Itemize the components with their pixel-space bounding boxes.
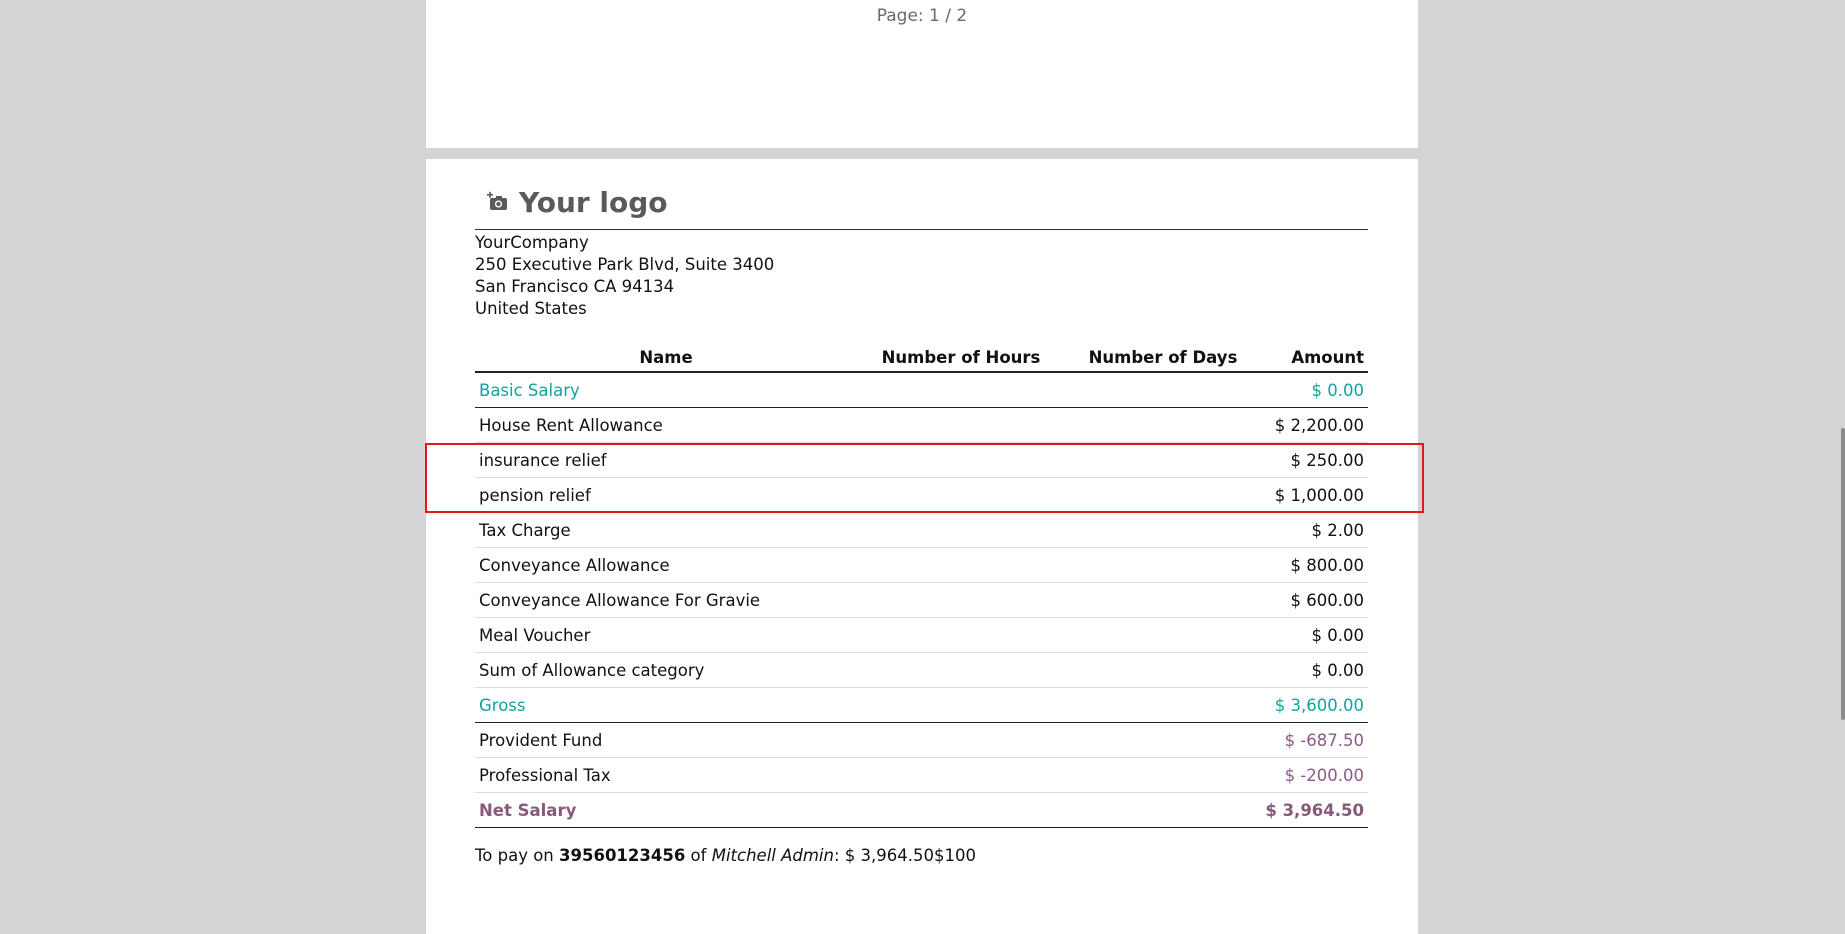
header-days: Number of Days: [1065, 344, 1261, 372]
row-name: Conveyance Allowance: [475, 548, 857, 583]
table-row-gross: [475, 688, 1368, 723]
row-amount: $ -687.50: [1261, 723, 1368, 758]
company-name: YourCompany: [475, 233, 589, 252]
logo-text: Your logo: [519, 185, 668, 219]
row-name: Provident Fund: [475, 723, 857, 758]
table-row-basic-salary: [475, 372, 1368, 408]
payslip-lines-table: [475, 344, 1368, 828]
row-name: Net Salary: [475, 793, 857, 828]
table-header-row: [475, 344, 1368, 372]
row-name: Meal Voucher: [475, 618, 857, 653]
table-row-tax-charge: [475, 513, 1368, 548]
row-amount: $ 250.00: [1261, 443, 1368, 478]
table-row-house-rent: [475, 408, 1368, 443]
row-amount: $ 3,964.50: [1261, 793, 1368, 828]
payment-line: [475, 846, 1368, 865]
header-name: Name: [475, 344, 857, 372]
pay-of: of: [685, 846, 712, 865]
report-page-2: [426, 159, 1418, 934]
row-amount: $ 0.00: [1261, 653, 1368, 688]
row-amount: $ 0.00: [1261, 618, 1368, 653]
bank-account: 39560123456: [559, 846, 686, 865]
row-name: Conveyance Allowance For Gravie: [475, 583, 857, 618]
row-name: Gross: [475, 688, 857, 723]
header-divider: [475, 229, 1368, 230]
table-row-pension-relief: [475, 478, 1368, 513]
row-name: Sum of Allowance category: [475, 653, 857, 688]
company-city: San Francisco CA 94134: [475, 277, 675, 296]
company-street: 250 Executive Park Blvd, Suite 3400: [475, 255, 775, 274]
company-address: [475, 232, 1368, 320]
row-name: pension relief: [475, 478, 857, 513]
table-row-provident-fund: [475, 723, 1368, 758]
table-row-insurance-relief: [475, 443, 1368, 478]
company-country: United States: [475, 299, 587, 318]
row-amount: $ -200.00: [1261, 758, 1368, 793]
employee-name: Mitchell Admin: [711, 846, 834, 865]
row-amount: $ 1,000.00: [1261, 478, 1368, 513]
table-row-meal-voucher: [475, 618, 1368, 653]
row-amount: $ 2,200.00: [1261, 408, 1368, 443]
pay-prefix: To pay on: [475, 846, 560, 865]
row-name: Basic Salary: [475, 372, 857, 408]
pay-amount: : $ 3,964.50$100: [833, 846, 976, 865]
payslip-content: [475, 185, 1368, 865]
table-row-sum-allowance: [475, 653, 1368, 688]
row-amount: $ 0.00: [1261, 372, 1368, 408]
row-name: insurance relief: [475, 443, 857, 478]
camera-icon: [487, 191, 509, 213]
table-row-conveyance: [475, 548, 1368, 583]
row-amount: $ 3,600.00: [1261, 688, 1368, 723]
header-hours: Number of Hours: [857, 344, 1065, 372]
row-name: Tax Charge: [475, 513, 857, 548]
table-row-conveyance-gravie: [475, 583, 1368, 618]
row-name: House Rent Allowance: [475, 408, 857, 443]
company-logo: [475, 185, 1368, 219]
row-name: Professional Tax: [475, 758, 857, 793]
table-row-net-salary: [475, 793, 1368, 828]
row-amount: $ 600.00: [1261, 583, 1368, 618]
row-amount: $ 800.00: [1261, 548, 1368, 583]
row-amount: $ 2.00: [1261, 513, 1368, 548]
header-amount: Amount: [1261, 344, 1368, 372]
scrollbar-thumb[interactable]: [1841, 428, 1845, 720]
table-row-professional-tax: [475, 758, 1368, 793]
page-counter: Page: 1 / 2: [876, 6, 968, 26]
report-page-1: [426, 0, 1418, 148]
